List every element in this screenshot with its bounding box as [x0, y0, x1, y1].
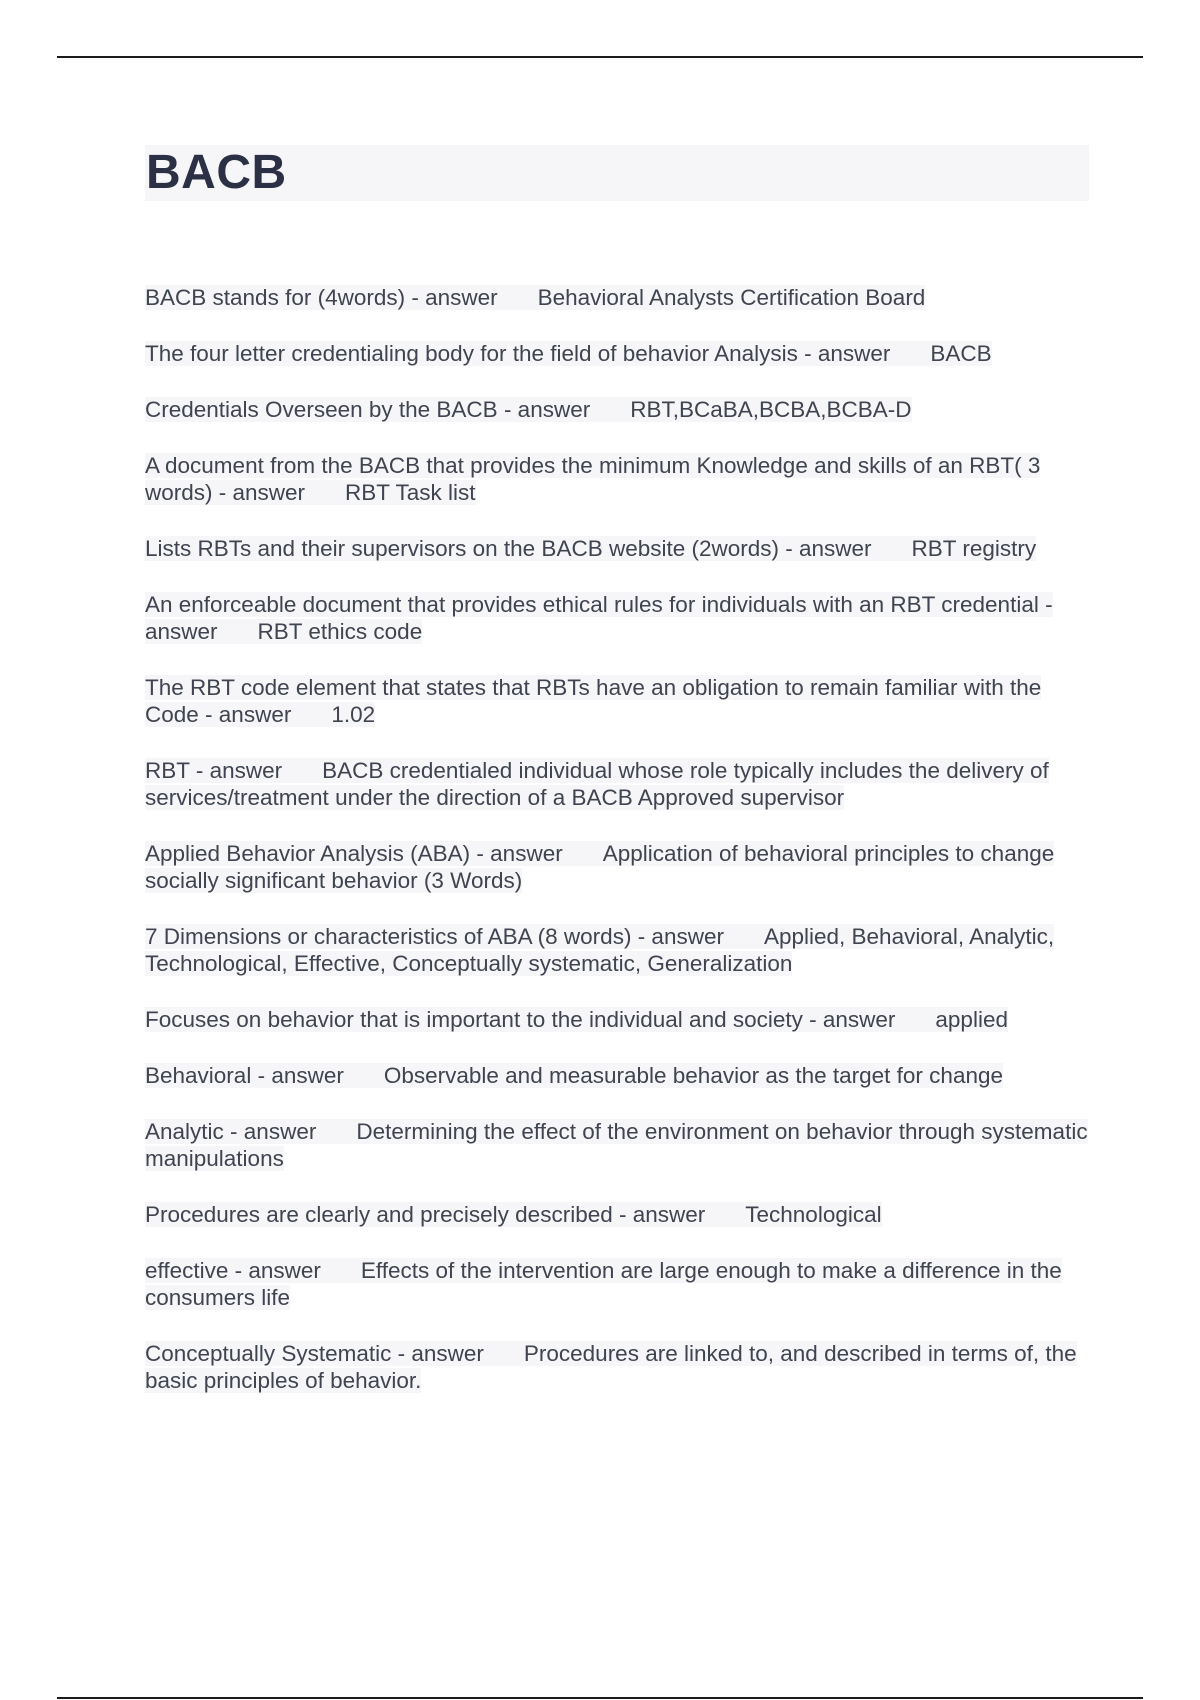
answer-text: Procedures are linked to, and described in terms of, the basic principles of behavior.: [145, 1341, 1077, 1393]
answer-text: Application of behavioral principles to change socially significant behavior (3 Words): [145, 841, 1055, 893]
qa-item-text: [145, 397, 912, 422]
answer-text: BACB credentialed individual whose role typically includes the delivery of services/treatment under the direction of a BACB Approved supervisor: [145, 758, 1049, 810]
qa-item-text: [145, 1341, 1077, 1393]
qa-item-text: [145, 1007, 1008, 1032]
bottom-rule: [57, 1697, 1143, 1699]
qa-item: [145, 535, 1090, 562]
answer-separator: - answer: [497, 397, 591, 422]
answer-text: Behavioral Analysts Certification Board: [537, 285, 926, 310]
qa-item: [145, 923, 1090, 977]
question-text: 7 Dimensions or characteristics of ABA (8 words): [145, 924, 632, 949]
answer-separator: - answer: [189, 758, 283, 783]
question-text: The four letter credentialing body for the field of behavior Analysis: [145, 341, 798, 366]
qa-item-text: [145, 675, 1041, 727]
answer-separator: - answer: [212, 480, 306, 505]
qa-item-text: [145, 924, 1054, 976]
question-text: BACB stands for (4words): [145, 285, 406, 310]
question-text: Behavioral: [145, 1063, 252, 1088]
question-text: Conceptually Systematic: [145, 1341, 392, 1366]
answer-separator: - answer: [145, 592, 1053, 644]
qa-item-text: [145, 841, 1054, 893]
question-text: Lists RBTs and their supervisors on the BACB website (2words): [145, 536, 780, 561]
qa-item-text: [145, 453, 1040, 505]
qa-item-text: [145, 1063, 1003, 1088]
qa-item-text: [145, 1119, 1088, 1171]
top-rule: [57, 56, 1143, 58]
answer-text: Applied, Behavioral, Analytic, Technological, Effective, Conceptually systematic, Generalization: [145, 924, 1055, 976]
answer-separator: - answer: [228, 1258, 321, 1283]
question-text: Focuses on behavior that is important to the individual and society: [145, 1007, 803, 1032]
document-title: BACB: [146, 146, 287, 199]
qa-item: [145, 840, 1090, 894]
answer-separator: - answer: [251, 1063, 344, 1088]
answer-separator: - answer: [612, 1202, 706, 1227]
question-text: RBT: [145, 758, 190, 783]
qa-item: [145, 284, 1090, 311]
question-text: Credentials Overseen by the BACB: [145, 397, 498, 422]
question-text: Analytic: [145, 1119, 224, 1144]
qa-item-text: [145, 285, 925, 310]
qa-item: [145, 1118, 1090, 1172]
qa-item: [145, 1062, 1090, 1089]
answer-text: Effects of the intervention are large enough to make a difference in the consumers life: [145, 1258, 1062, 1310]
qa-item-text: [145, 536, 1036, 561]
question-text: The RBT code element that states that RBTs have an obligation to remain familiar with the Code: [145, 675, 1042, 727]
qa-item-text: [145, 1258, 1062, 1310]
question-text: Applied Behavior Analysis (ABA): [145, 841, 471, 866]
qa-item: [145, 1257, 1090, 1311]
answer-separator: - answer: [405, 285, 498, 310]
answer-text: 1.02: [331, 702, 376, 727]
qa-item-text: [145, 758, 1049, 810]
answer-separator: - answer: [631, 924, 724, 949]
answer-text: RBT Task list: [345, 480, 476, 505]
answer-text: RBT registry: [911, 536, 1037, 561]
qa-item-text: [145, 592, 1053, 644]
qa-list: [145, 284, 1090, 1423]
answer-separator: - answer: [797, 341, 891, 366]
answer-separator: - answer: [391, 1341, 484, 1366]
answer-text: applied: [935, 1007, 1008, 1032]
qa-item: [145, 591, 1090, 645]
qa-item: [145, 1201, 1090, 1228]
qa-item: [145, 340, 1090, 367]
question-text: An enforceable document that provides ethical rules for individuals with an RBT credential: [145, 592, 1039, 617]
answer-text: RBT ethics code: [257, 619, 423, 644]
answer-text: RBT,BCaBA,BCBA,BCBA-D: [630, 397, 912, 422]
qa-item-text: [145, 341, 992, 366]
qa-item: [145, 674, 1090, 728]
qa-item: [145, 396, 1090, 423]
qa-item: [145, 757, 1090, 811]
qa-item-text: [145, 1202, 882, 1227]
question-text: Procedures are clearly and precisely described: [145, 1202, 613, 1227]
answer-separator: - answer: [223, 1119, 317, 1144]
answer-separator: - answer: [198, 702, 292, 727]
qa-item: [145, 1340, 1090, 1394]
answer-separator: - answer: [802, 1007, 896, 1032]
qa-item: [145, 452, 1090, 506]
answer-separator: - answer: [470, 841, 563, 866]
answer-text: BACB: [930, 341, 992, 366]
answer-separator: - answer: [779, 536, 872, 561]
qa-item: [145, 1006, 1090, 1033]
question-text: A document from the BACB that provides the minimum Knowledge and skills of an RBT( 3 words): [145, 453, 1041, 505]
question-text: effective: [145, 1258, 229, 1283]
answer-text: Technological: [745, 1202, 882, 1227]
answer-text: Observable and measurable behavior as the target for change: [383, 1063, 1003, 1088]
answer-text: Determining the effect of the environment on behavior through systematic manipulations: [145, 1119, 1088, 1171]
